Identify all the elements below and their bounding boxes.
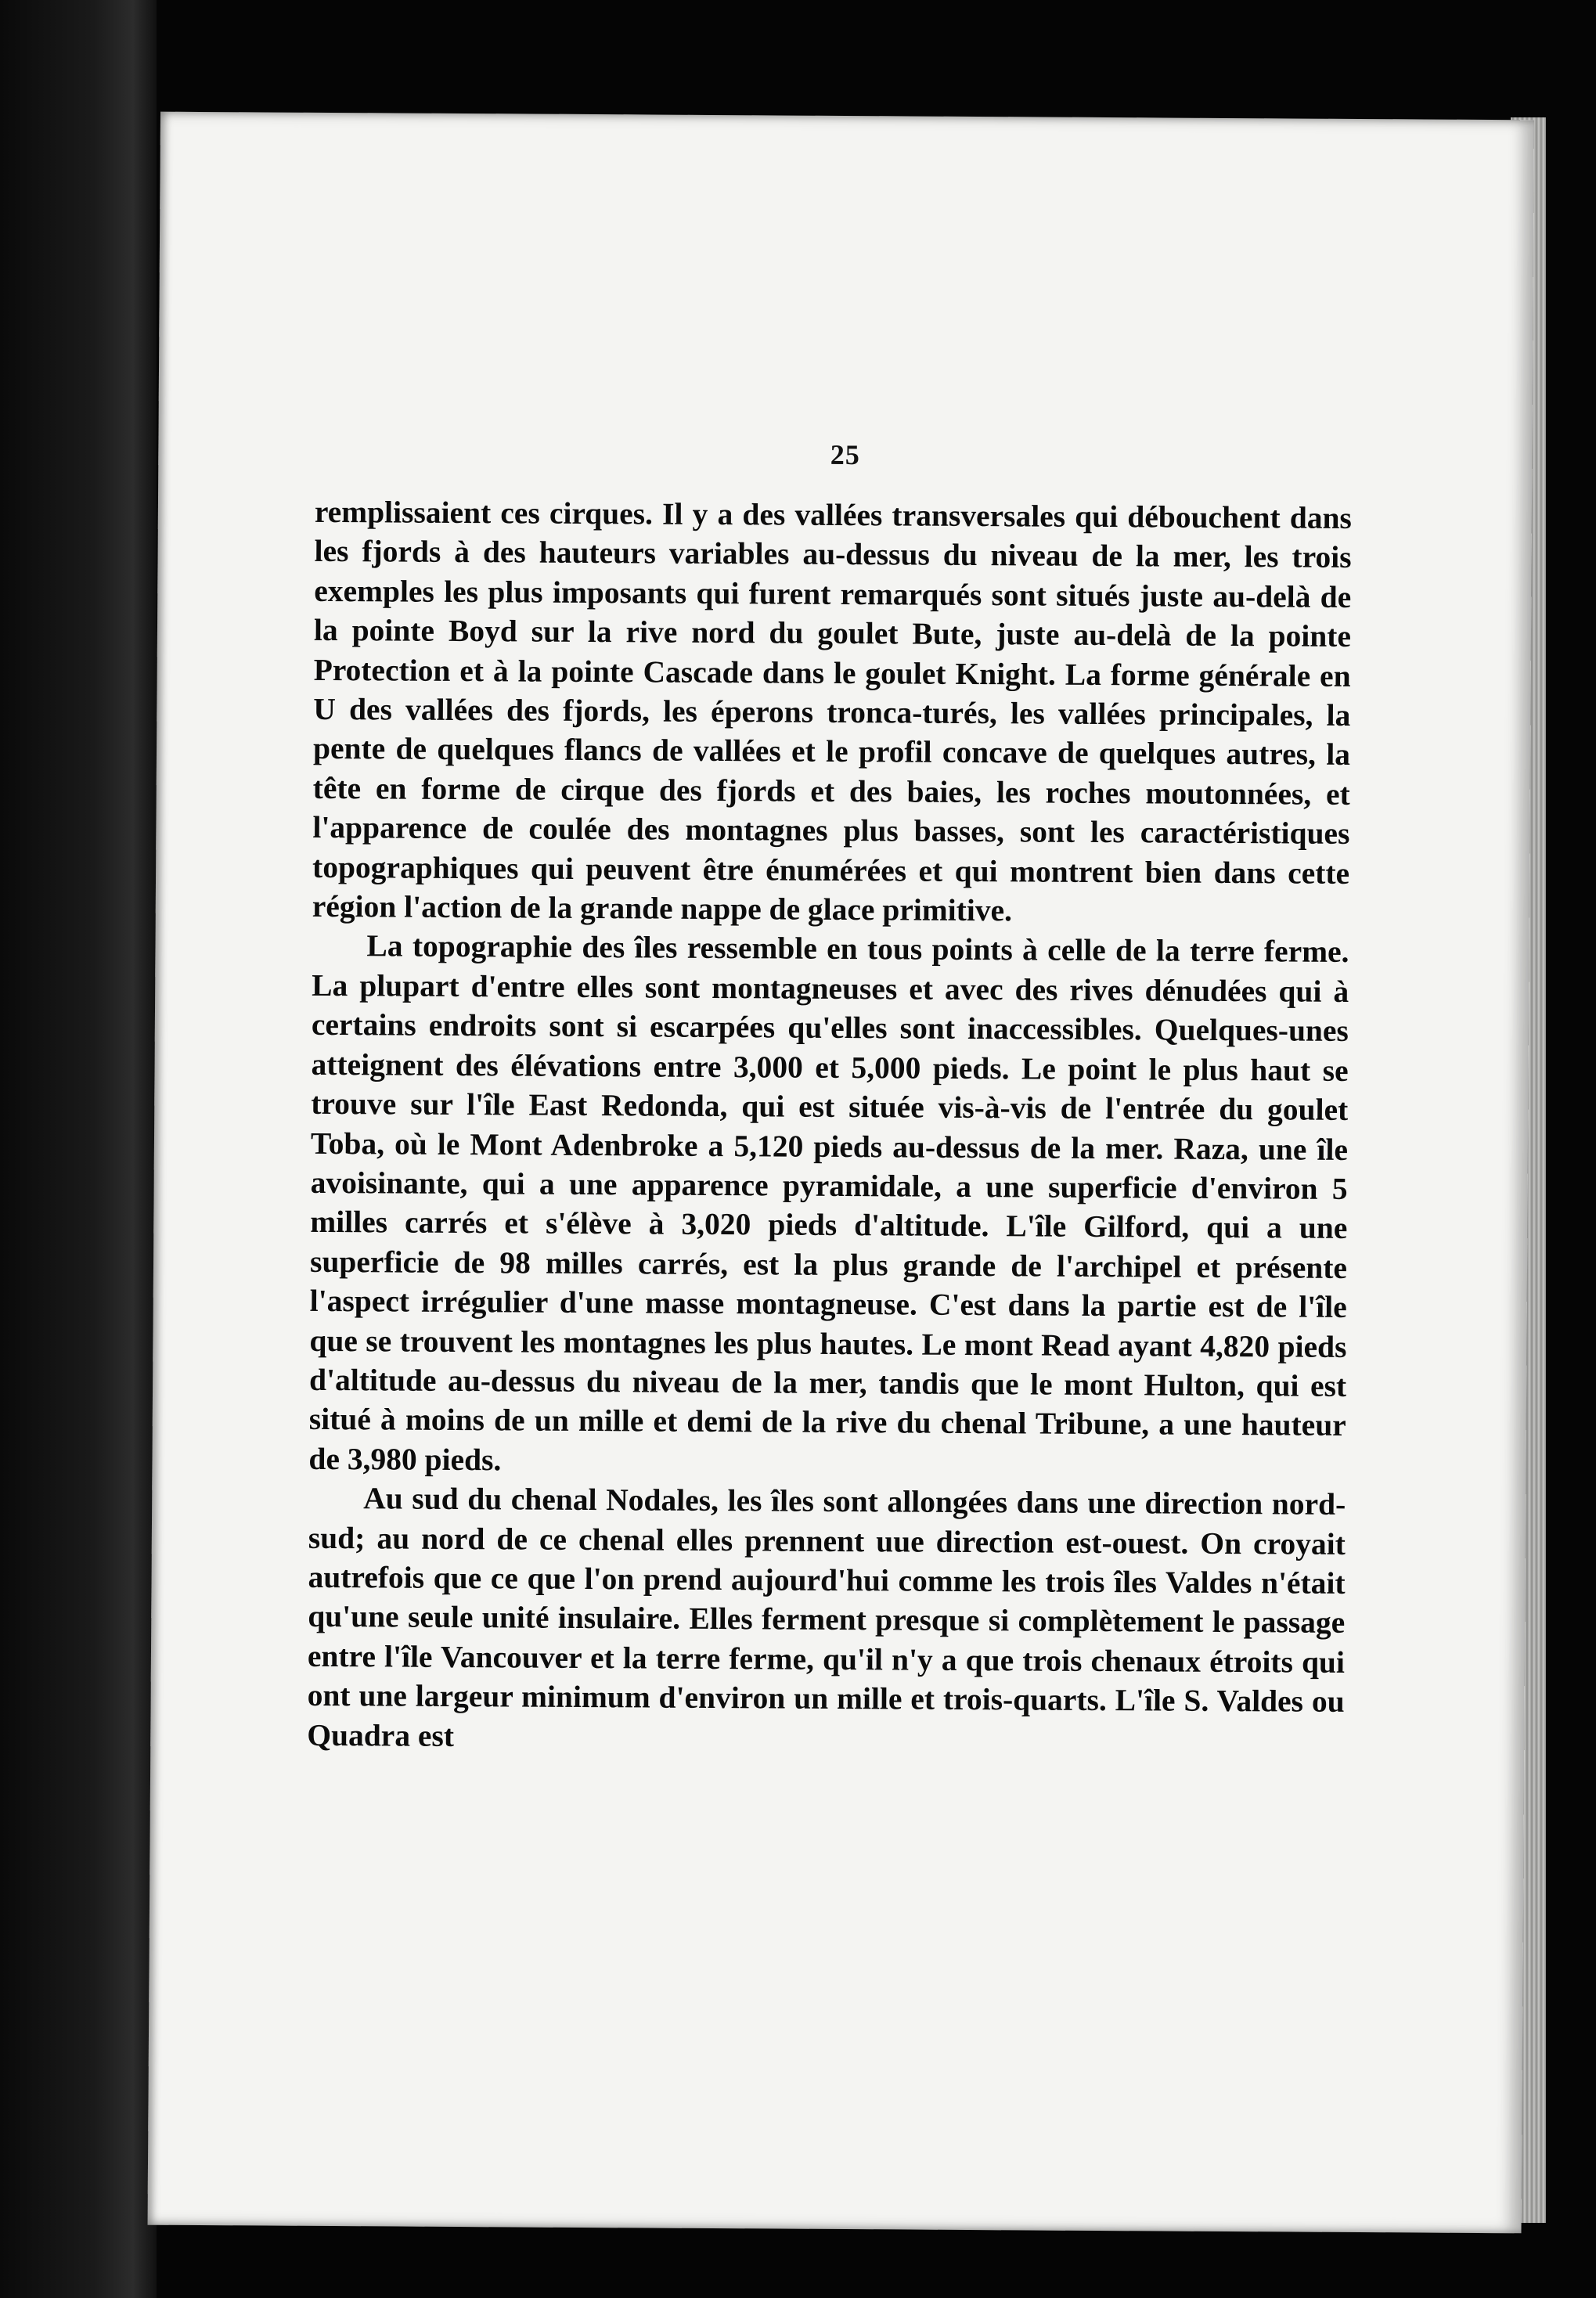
page-number: 25 (830, 438, 860, 471)
scan-dark-margin (0, 0, 157, 2298)
body-text (307, 492, 1352, 1761)
paragraph-1: remplissaient ces cirques. Il y a des vallées transversales qui débouchent dans les fjords à des hauteurs variables au-dessus du niveau de la mer, les trois exemples les plus imposants qui furent remarqués sont situés juste au-delà de la pointe Boyd sur la rive nord du goulet Bute, juste au-delà de la pointe Protection et à la pointe Cascade dans le goulet Knight. La forme générale en U des vallées des fjords, les éperons tronca-turés, les vallées principales, la pente de quelques flancs de vallées et le profil concave de quelques autres, la tête en forme de cirque des fjords et des baies, les roches moutonnées, et l'apparence de coulée des montagnes plus basses, sont les caractéristiques topographiques qui peuvent être énumérées et qui montrent bien dans cette région l'action de la grande nappe de glace primitive. (312, 494, 1353, 928)
paragraph-3: Au sud du chenal Nodales, les îles sont allongées dans une direction nord-sud; au nord de ce chenal elles prennent uue direction est-ouest. On croyait autrefois que ce que l'on prend aujourd'hui comme les trois îles Valdes n'était qu'une seule unité insulaire. Elles ferment presque si complètement le passage entre l'île Vancouver et la terre ferme, qu'il n'y a que trois chenaux étroits qui ont une largeur minimum d'environ un mille et trois-quarts. L'île S. Valdes ou Quadra est (307, 1481, 1346, 1753)
book-page (148, 112, 1534, 2234)
paragraph-2: La topographie des îles ressemble en tous points à celle de la terre ferme. La plupart d'entre elles sont montagneuses et avec des rives dénudées qui à certains endroits sont si escarpées qu'elles sont inaccessibles. Quelques-unes atteignent des élévations entre 3,000 et 5,000 pieds. Le point le plus haut se trouve sur l'île East Redonda, qui est située vis-à-vis de l'entrée du goulet Toba, où le Mont Adenbroke a 5,120 pieds au-dessus de la mer. Raza, une île avoisinante, qui a une apparence pyramidale, a une superficie d'environ 5 milles carrés et s'élève à 3,020 pieds d'altitude. L'île Gilford, qui a une superficie de 98 milles carrés, est la plus grande de l'archipel et présente l'aspect irrégulier d'une masse montagneuse. C'est dans la partie est de l'île que se trouvent les montagnes les plus hautes. Le mont Read ayant 4,820 pieds d'altitude au-dessus du niveau de la mer, tandis que le mont Hulton, qui est situé à moins de un mille et demi de la rive du chenal Tribune, a une hauteur de 3,980 pieds. (308, 928, 1349, 1478)
